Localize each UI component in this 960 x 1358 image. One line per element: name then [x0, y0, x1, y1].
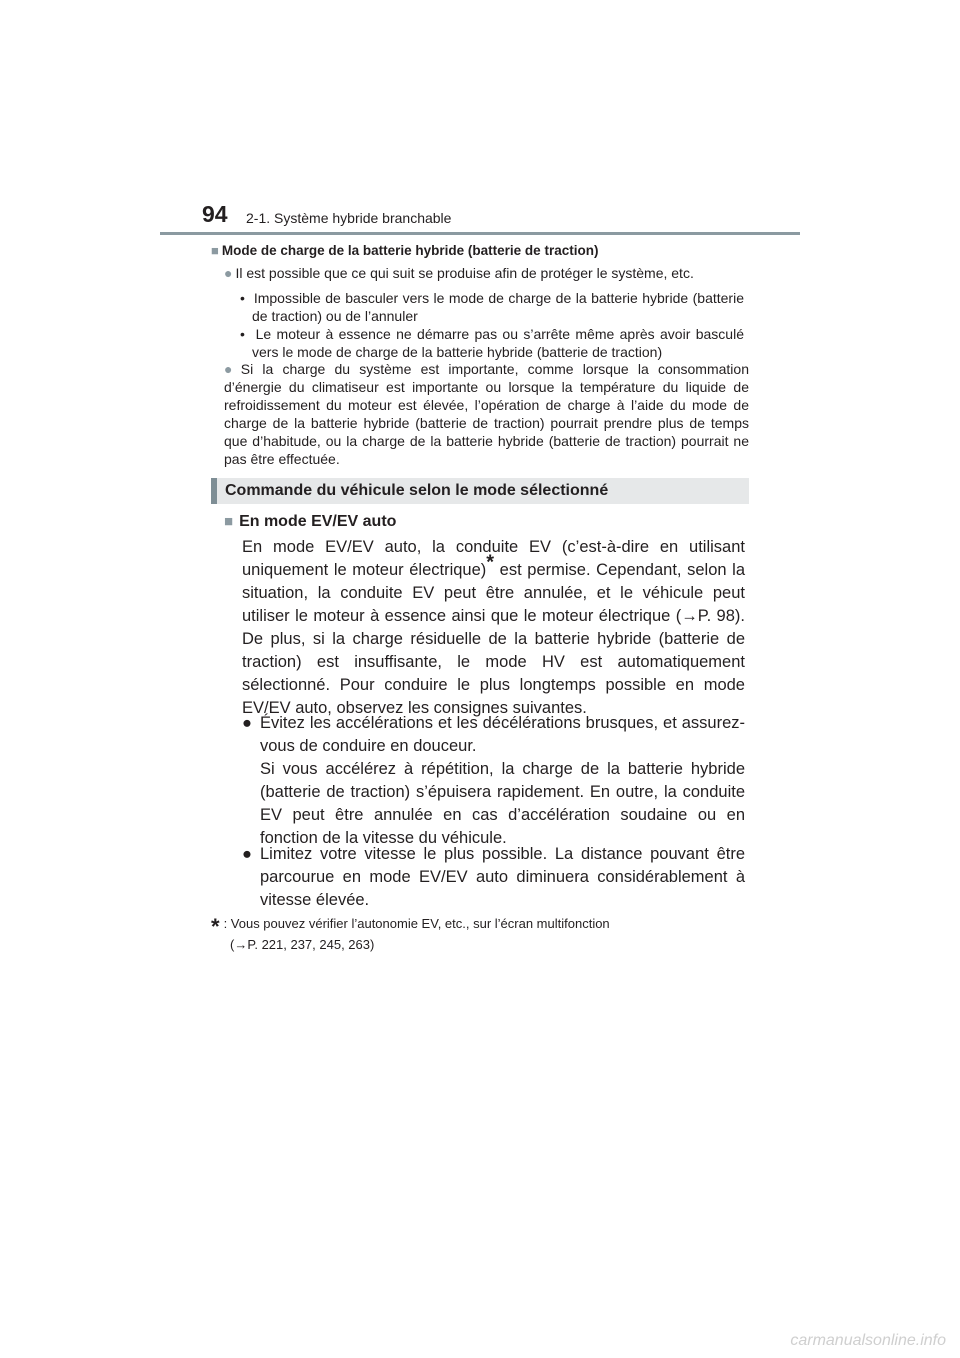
arrow-icon: → [234, 937, 248, 952]
footnote: * : Vous pouvez vérifier l’autonomie EV, etc., sur l’écran multifonction (→P. 221, 237, 245, 263) [211, 914, 610, 952]
ev-auto-title: ■ En mode EV/EV auto [224, 513, 397, 530]
ev-tip-2: Limitez votre vitesse le plus possible. La distance pouvant être parcourue en mode EV/EV auto diminuera considérablement à vitesse élevée. [260, 845, 745, 909]
watermark: carmanualsonline.info [790, 1332, 946, 1349]
footnote-asterisk: * [486, 551, 495, 574]
ev-tip-1: Évitez les accélérations et les décélérations brusques, et assurez-vous de conduire en douceur. Si vous accélérez à répétition, la charge de la batterie hybride (batterie de traction) s’épuisera rapidement. En outre, la conduite EV peut être annulée en cas d’accélération soudaine ou en fonction de la vitesse du véhicule. [260, 714, 745, 847]
footnote-star-icon: * [211, 914, 220, 939]
circle-bullet-icon: ● [224, 265, 233, 281]
charge-sub-item-1: • Impossible de basculer vers le mode de charge de la batterie hybride (batterie de traction) ou de l’annuler [240, 290, 744, 324]
square-bullet-icon: ■ [224, 513, 234, 530]
running-title: 2-1. Système hybride branchable [246, 210, 452, 226]
arrow-icon: → [681, 607, 698, 625]
section-heading-bar [211, 478, 749, 504]
page-number: 94 [202, 201, 228, 227]
header-rule [160, 232, 800, 235]
charge-bullet-1: ● Il est possible que ce qui suit se produise afin de protéger le système, etc. [224, 265, 694, 281]
circle-bullet-icon: ● [224, 361, 238, 377]
charge-sub-item-2: • Le moteur à essence ne démarre pas ou s’arrête même après avoir basculé vers le mode de charge de la batterie hybride (batterie de traction) [240, 326, 744, 360]
circle-bullet-icon: ● [242, 714, 252, 732]
charge-bullet-2: ● Si la charge du système est importante, comme lorsque la consommation d’énergie du climatiseur est importante ou lorsque la température du liquide de refroidissement du moteur est élevée, l’opération de charge à l’aide du mode de charge de la batterie hybride (batterie de traction) pourrait prendre plus de temps que d’habitude, ou la charge de la batterie hybride (batterie de traction) pourrait ne pas être effectuée. [224, 361, 749, 467]
ev-auto-paragraph: En mode EV/EV auto, la conduite EV (c’est-à-dire en utilisant uniquement le moteur électrique)* est permise. Cependant, selon la situation, la conduite EV peut être annulée, et le véhicule peut utiliser le moteur à essence ainsi que le moteur électrique (→P. 98). De plus, si la charge résiduelle de la batterie hybride (batterie de traction) est insuffisante, le mode HV est automatiquement sélectionné. Pour conduire le plus longtemps possible en mode EV/EV auto, observez les consignes suivantes. [242, 538, 745, 717]
square-bullet-icon: ■ [211, 243, 219, 258]
section-heading: Commande du véhicule selon le mode sélectionné [225, 482, 609, 499]
charge-section-title: ■ Mode de charge de la batterie hybride (batterie de traction) [211, 243, 599, 258]
circle-bullet-icon: ● [242, 845, 252, 863]
